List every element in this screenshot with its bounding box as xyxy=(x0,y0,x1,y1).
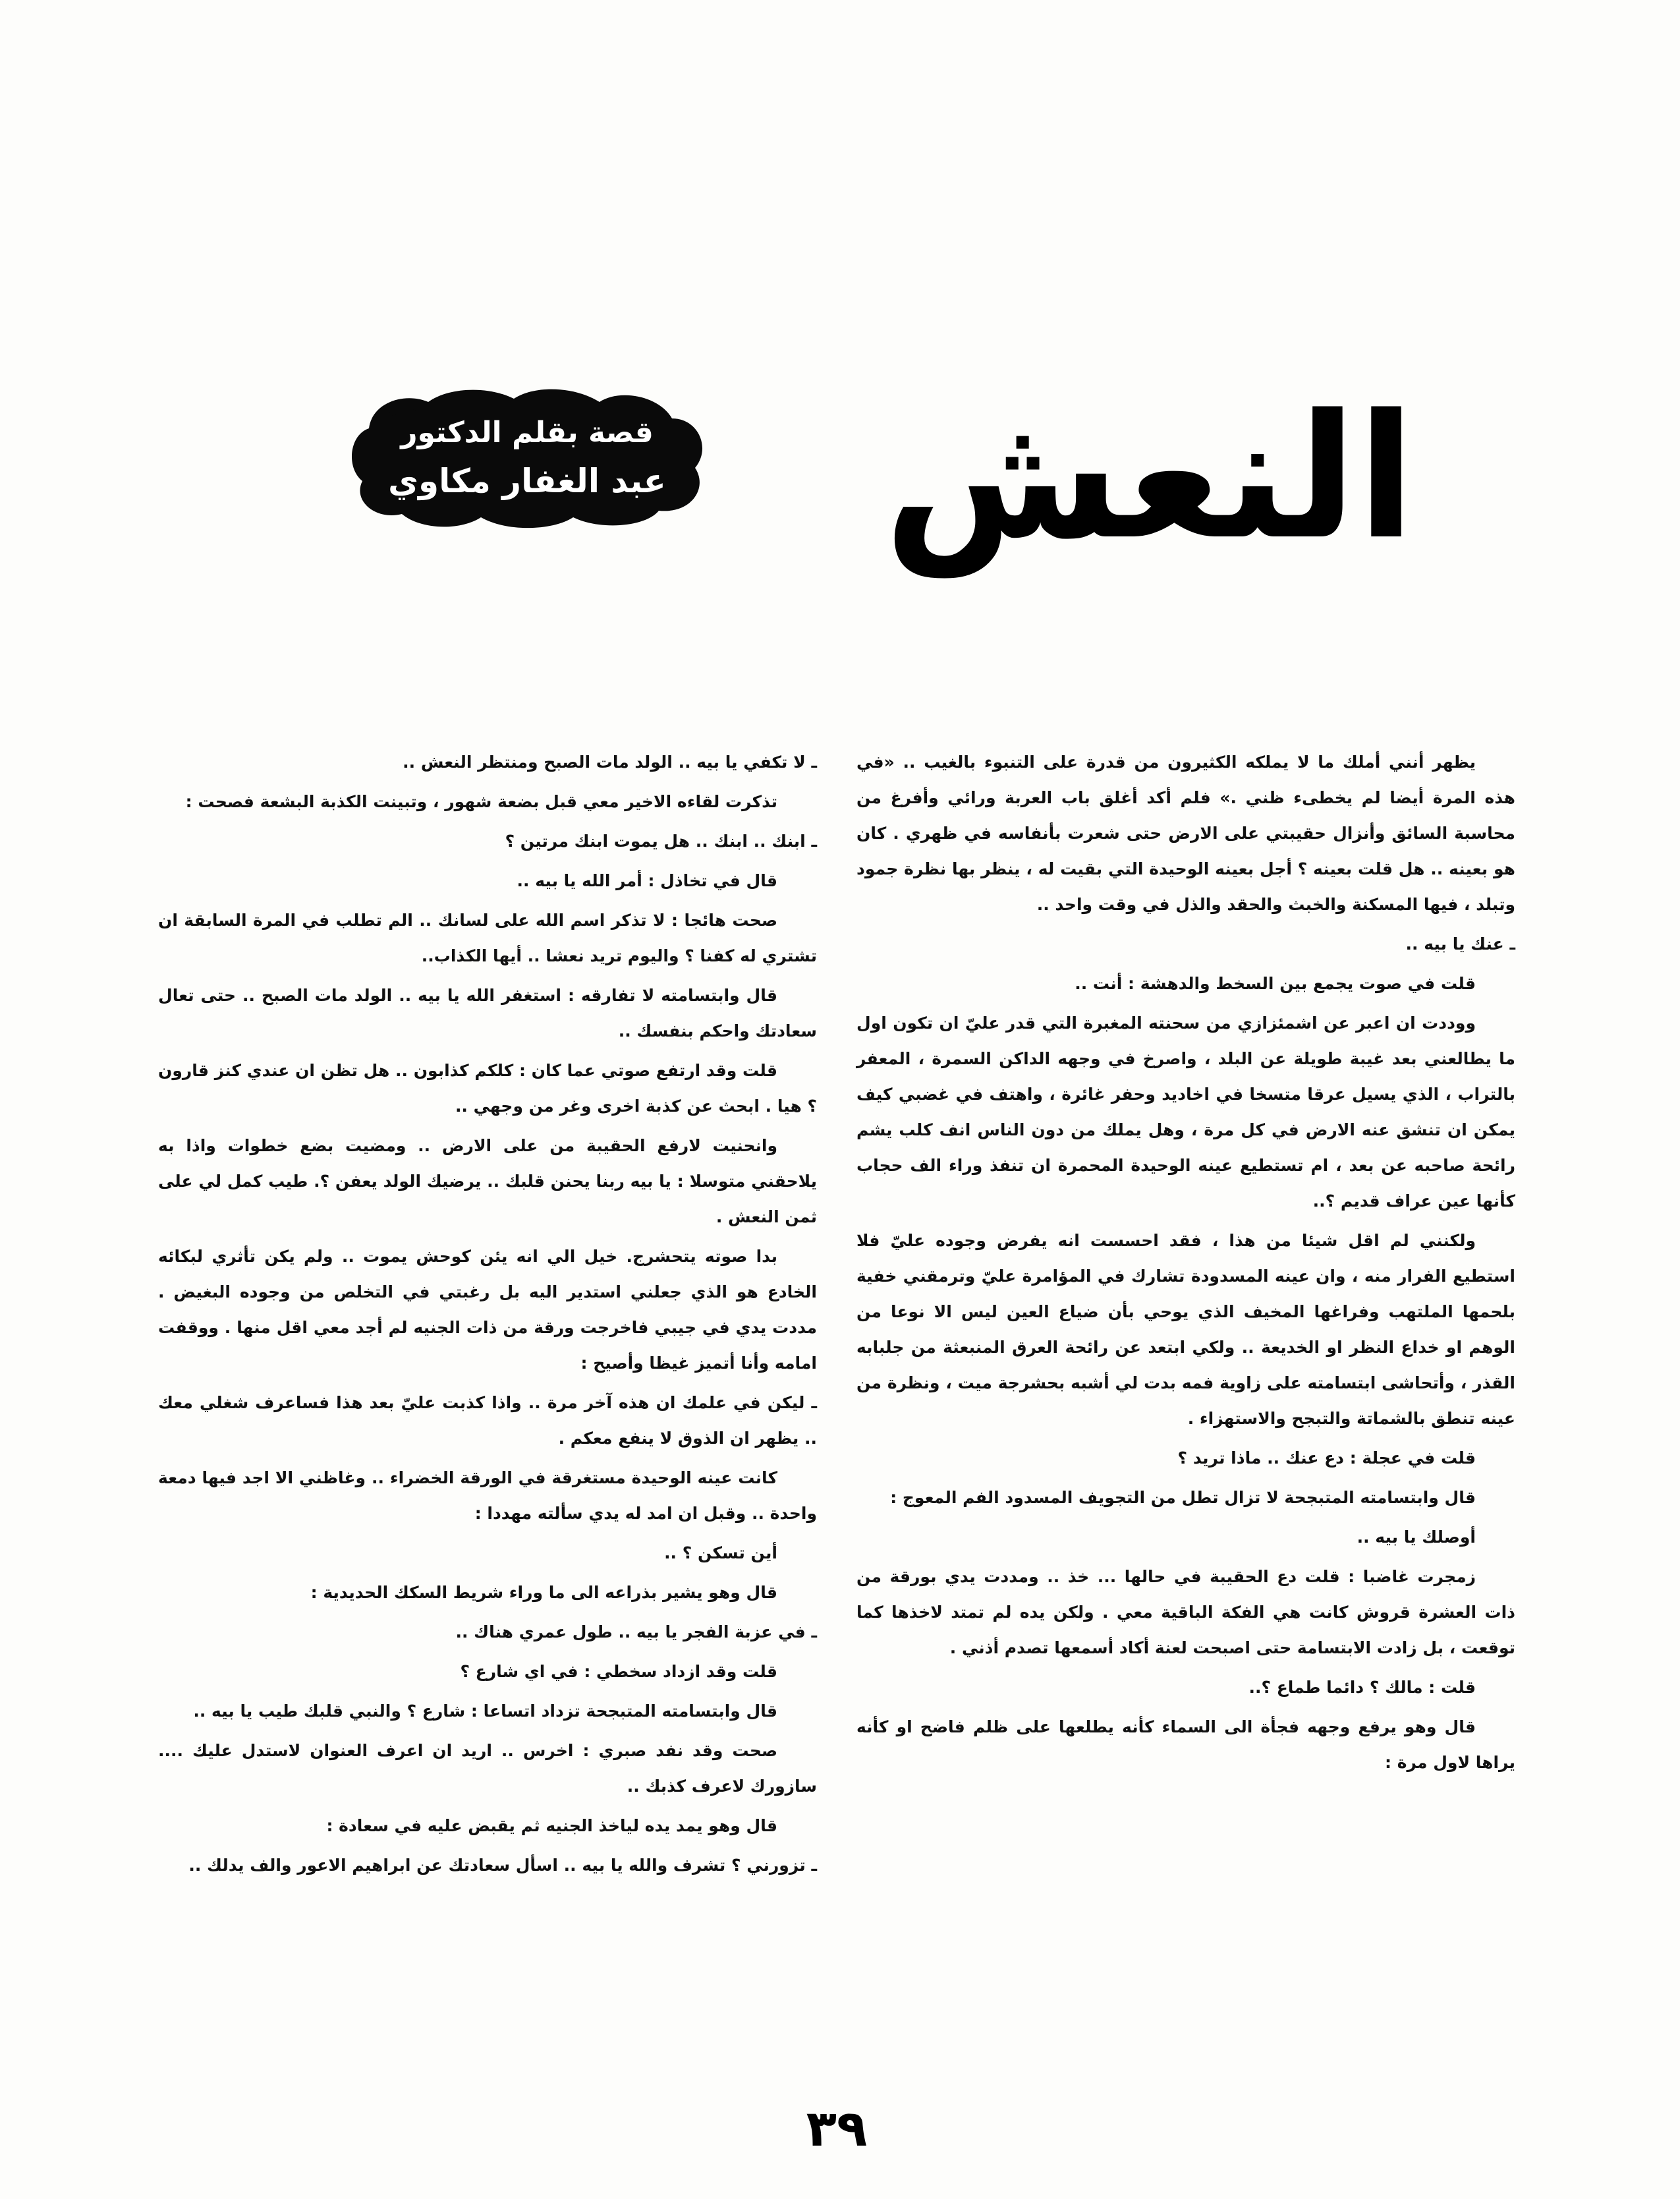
paragraph: قلت : مالك ؟ دائما طماع ؟.. xyxy=(1248,1678,1476,1697)
paragraph: أوصلك يا بيه .. xyxy=(1357,1528,1476,1547)
paragraph: ـ لا تكفي يا بيه .. الولد مات الصبح ومنتظر النعش .. xyxy=(403,753,817,772)
paragraph: كانت عينه الوحيدة مستغرقة في الورقة الخضراء .. وغاظني الا اجد فيها دمعة واحدة .. وقبل ان امد له يدي سألته مهددا : xyxy=(158,1468,817,1523)
paragraph: أين تسكن ؟ .. xyxy=(664,1543,777,1562)
paragraph: قال وهو يمد يده لياخذ الجنيه ثم يقبض عليه في سعادة : xyxy=(326,1816,777,1835)
paragraph: قال وابتسامته المتبجحة تزداد اتساعا : شارع ؟ والنبي قلبك طيب يا بيه .. xyxy=(193,1701,777,1721)
paragraph: ولكنني لم اقل شيئا من هذا ، فقد احسست انه يفرض وجوده عليّ فلا استطيع الفرار منه ، وان عينه المسدودة تشارك في المؤامرة عليّ وترمقني خفية بلحمها الملتهب وفراغها المخيف الذي يوحي بأن ضياع العين ليس الا نوعا من الوهم او خداع النظر او الخديعة .. ولكي ابتعد عن رائحة العرق المنبعثة من جلبابه القذر ، وأتحاشى ابتسامته على زاوية فمه بدت لي أشبه بحشرجة ميت ، ونظرة من عينه تنطق بالشماتة والتبجح والاستهزاء . xyxy=(856,1231,1515,1428)
paragraph: قلت في عجلة : دع عنك .. ماذا تريد ؟ xyxy=(1177,1448,1476,1468)
byline-badge xyxy=(343,382,712,534)
paragraph: ـ ابنك .. ابنك .. هل يموت ابنك مرتين ؟ xyxy=(505,832,817,851)
paragraph: قلت في صوت يجمع بين السخط والدهشة : أنت .. xyxy=(1075,974,1476,993)
paragraph: بدا صوته يتحشرج. خيل الي انه يئن كوحش يموت .. ولم يكن تأثري لبكائه الخادع هو الذي جعلني استدير اليه بل رغبتي في التخلص من وجوده البغيض . مددت يدي في جيبي فاخرجت ورقة من ذات الجنيه لم أجد معي اقل منها . ووقفت امامه وأنا أتميز غيظا وأصيح : xyxy=(158,1247,817,1373)
paragraph: يظهر أنني أملك ما لا يملكه الكثيرون من قدرة على التنبوء بالغيب .. «في هذه المرة أيضا لم يخطىء ظني .» فلم أكد أغلق باب العربة ورائي وأفرغ من محاسبة السائق وأنزال حقيبتي على الارض حتى شعرت بأنفاسه في ظهري . كان هو بعينه .. هل قلت بعينه ؟ أجل بعينه الوحيدة التي بقيت له ، ينظر بها نظرة جمود وتبلد ، فيها المسكنة والخبث والحقد والذل في وقت واحد .. xyxy=(856,753,1515,914)
paragraph: قلت وقد ارتفع صوتي عما كان : كلكم كذابون .. هل تظن ان عندي كنز قارون ؟ هيا . ابحث عن كذبة اخرى وغر من وجهي .. xyxy=(158,1061,817,1116)
left-column xyxy=(158,745,817,1887)
paragraph: ـ في عزبة الفجر يا بيه .. طول عمري هناك .. xyxy=(455,1622,817,1642)
paragraph: تذكرت لقاءه الاخير معي قبل بضعة شهور ، وتبينت الكذبة البشعة فصحت : xyxy=(185,792,777,811)
page-number: ٣٩ xyxy=(806,2099,868,2157)
right-column xyxy=(856,745,1515,1785)
paragraph: ـ ليكن في علمك ان هذه آخر مرة .. واذا كذبت عليّ بعد هذا فساعرف شغلي معك .. يظهر ان الذوق لا ينفع معكم . xyxy=(158,1393,817,1448)
paragraph: قال وهو يرفع وجهه فجأة الى السماء كأنه يطلعها على ظلم فاضح او كأنه يراها لاول مرة : xyxy=(856,1717,1515,1772)
paragraph: ووددت ان اعبر عن اشمئزازي من سحنته المغبرة التي قدر عليّ ان تكون اول ما يطالعني بعد غيبة طويلة عن البلد ، واصرخ في وجهه الداكن السمرة ، المعفر بالتراب ، الذي يسيل عرقا متسخا في اخاديد وحفر غائرة ، واهتف في غضبي كيف يمكن ان تنشق عنه الارض في كل مرة ، وهل يملك من دون الناس انف كلب يشم رائحة صاحبه عن بعد ، ام تستطيع عينه الوحيدة المحمرة ان تنفذ وراء الف حجاب كأنها عين عراف قديم ؟.. xyxy=(856,1014,1515,1211)
paragraph: وانحنيت لارفع الحقيبة من على الارض .. ومضيت بضع خطوات واذا به يلاحقني متوسلا : يا بيه ربنا يحنن قلبك .. يرضيك الولد يعفن ؟. طيب كمل لي على ثمن النعش . xyxy=(158,1136,817,1226)
paragraph: ـ عنك يا بيه .. xyxy=(1405,934,1515,954)
paragraph: قال وهو يشير بذراعه الى ما وراء شريط السكك الحديدية : xyxy=(310,1583,777,1602)
paragraph: قلت وقد ازداد سخطي : في اي شارع ؟ xyxy=(460,1662,777,1681)
byline-line-1: قصة بقلم الدكتور xyxy=(401,416,654,449)
paragraph: قال في تخاذل : أمر الله يا بيه .. xyxy=(517,871,777,890)
paragraph: صحت هائجا : لا تذكر اسم الله على لسانك .. الم تطلب في المرة السابقة ان تشتري له كفنا ؟ واليوم تريد نعشا .. أيها الكذاب.. xyxy=(158,911,817,965)
paragraph: زمجرت غاضبا : قلت دع الحقيبة في حالها ... خذ .. ومددت يدي بورقة من ذات العشرة قروش كانت هي الفكة الباقية معي . ولكن يده لم تمتد لاخذها كما توقعت ، بل زادت الابتسامة حتى اصبحت لعنة أكاد أسمعها تصدم أذني . xyxy=(856,1567,1515,1657)
paragraph: قال وابتسامته لا تفارقه : استغفر الله يا بيه .. الولد مات الصبح .. حتى تعال سعادتك واحكم بنفسك .. xyxy=(158,986,817,1041)
paragraph: قال وابتسامته المتبجحة لا تزال تطل من التجويف المسدود الفم المعوج : xyxy=(890,1488,1476,1507)
paragraph: ـ تزورني ؟ تشرف والله يا بيه .. اسأل سعادتك عن ابراهيم الاعور والف يدلك .. xyxy=(188,1856,817,1875)
byline-author: عبد الغفار مكاوي xyxy=(388,462,666,500)
story-title: النعش xyxy=(883,378,1416,577)
paragraph: صحت وقد نفد صبري : اخرس .. اريد ان اعرف العنوان لاستدل عليك .... سازورك لاعرف كذبك .. xyxy=(158,1741,817,1796)
